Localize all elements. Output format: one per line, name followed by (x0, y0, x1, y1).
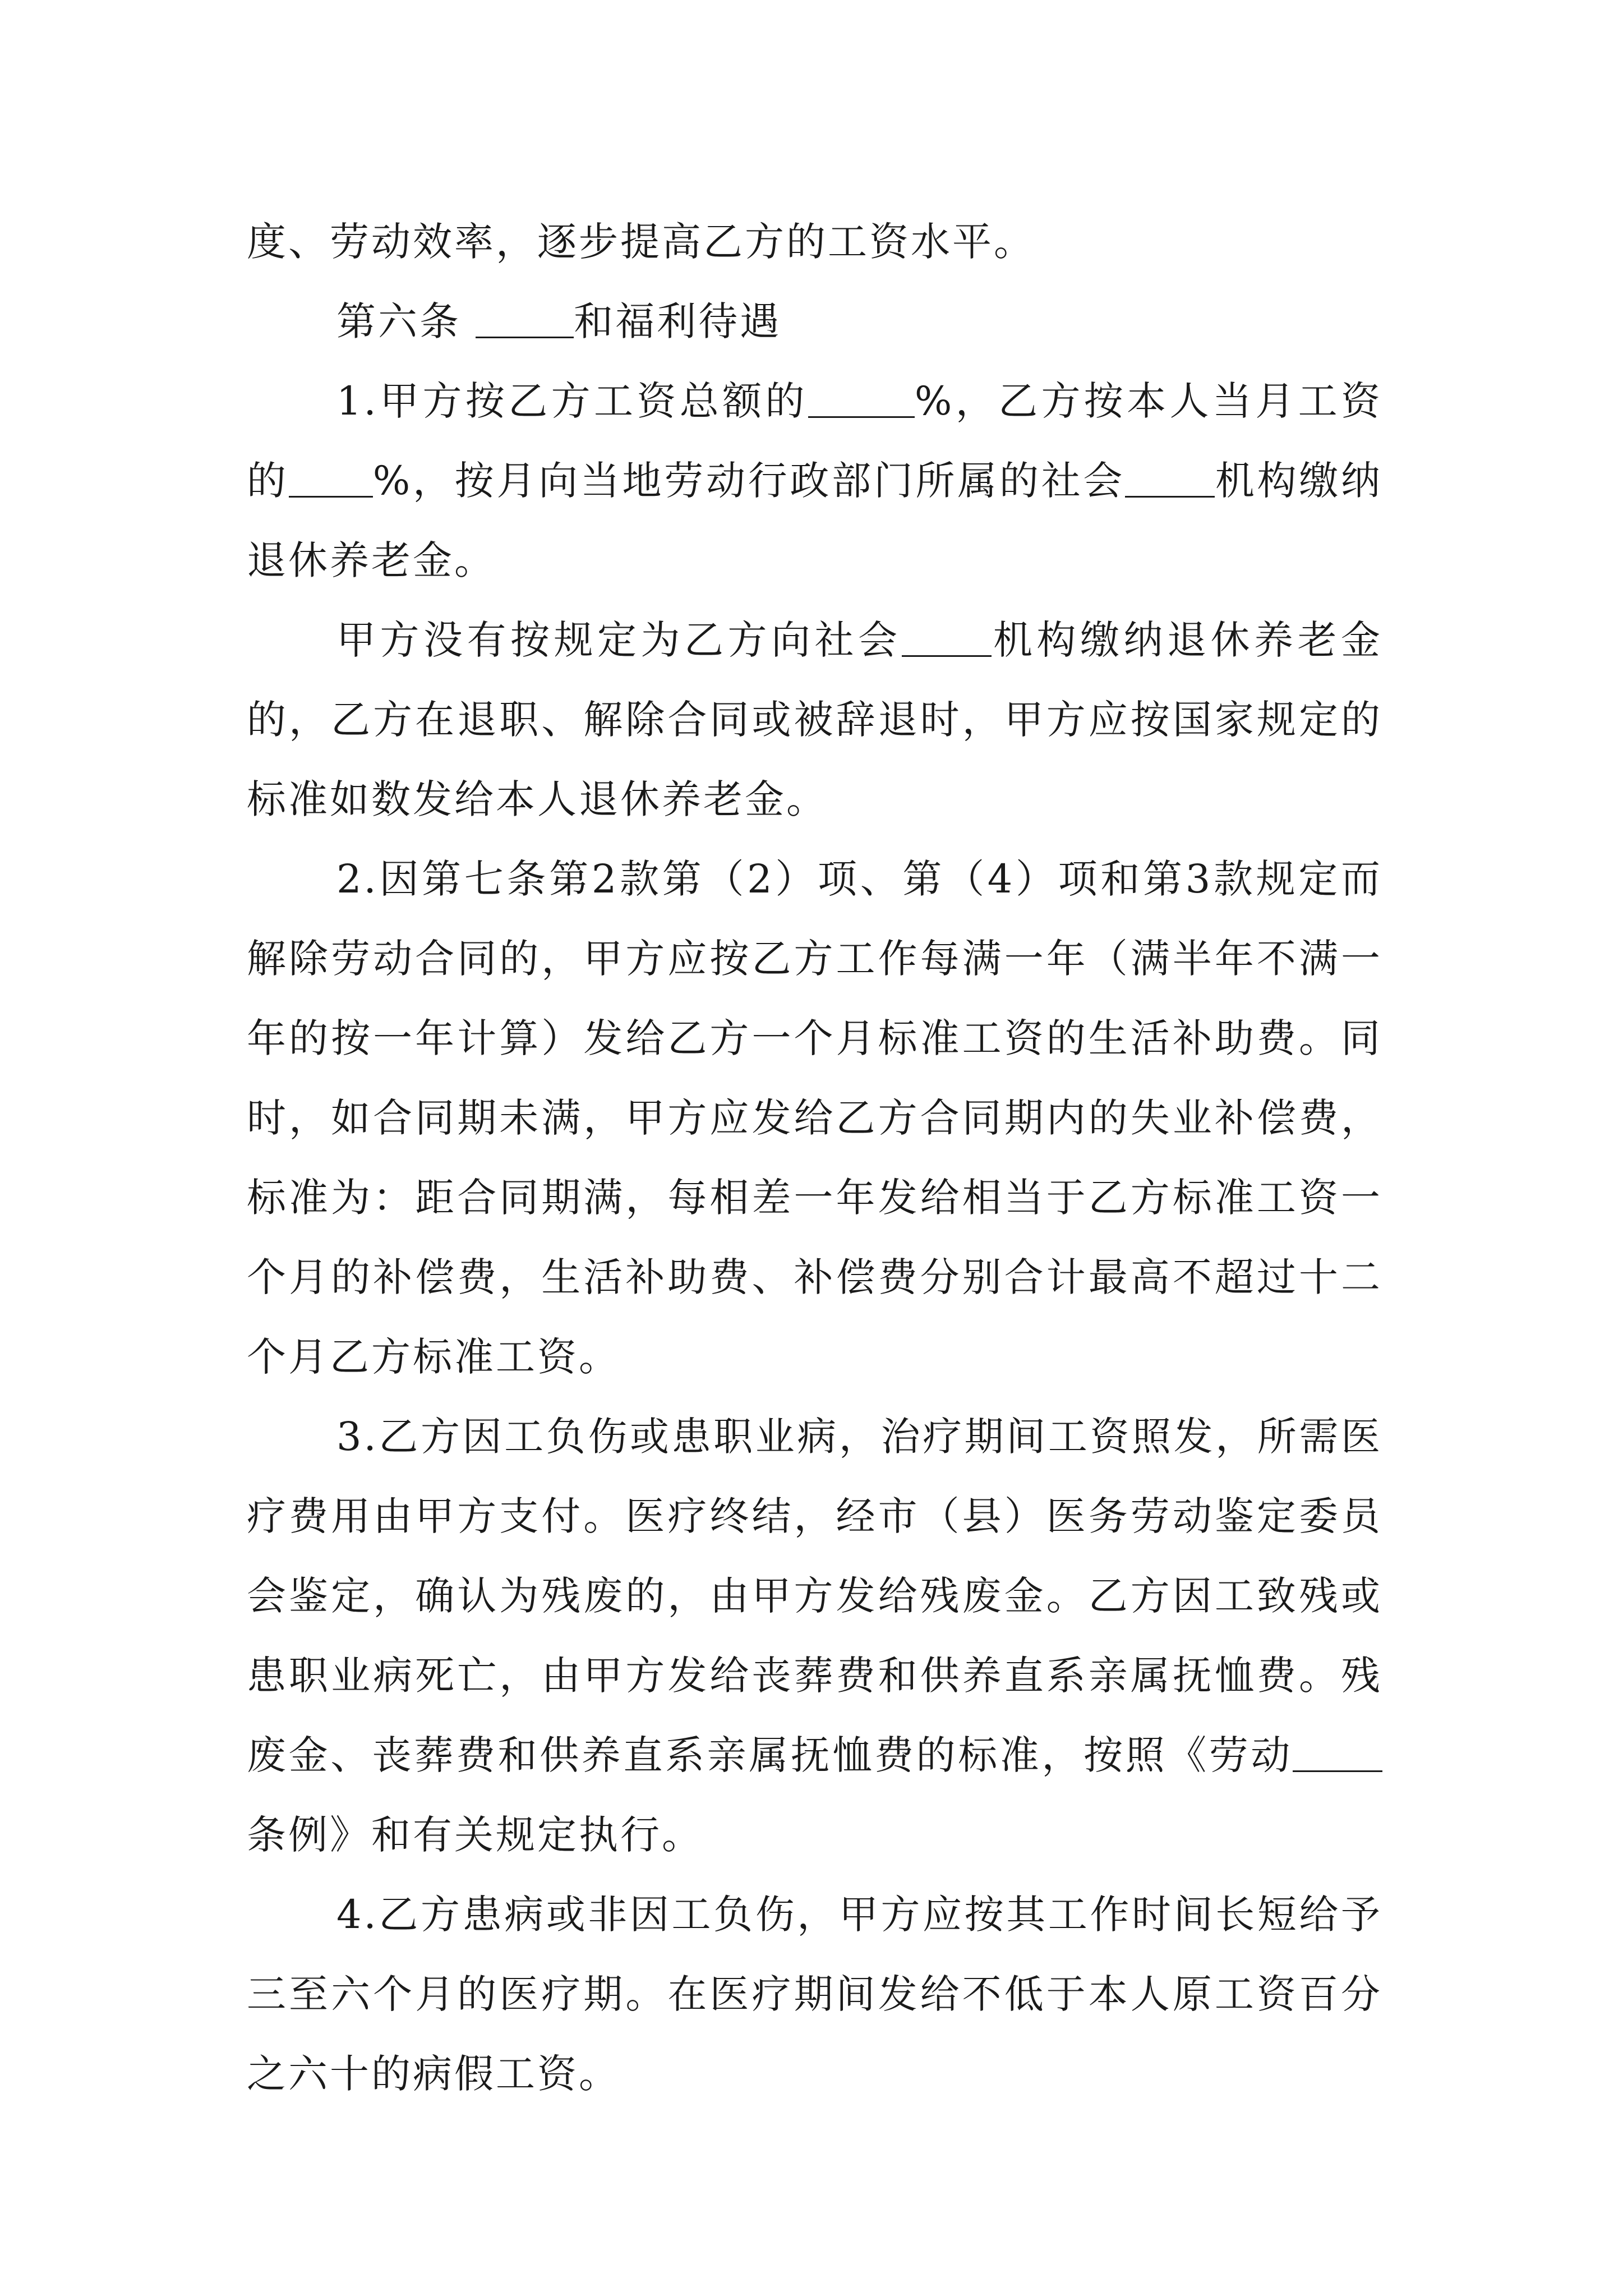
paragraph-item-3 (247, 1397, 1382, 1875)
item-1-2-text-b: 机构缴纳退休养老金的，乙方在退职、解除合同或被辞退时，甲方应按国家规定的标准如数发给本人退休养老金。 (247, 617, 1382, 822)
paragraph-item-2: 2.因第七条第2款第（2）项、第（4）项和第3款规定而解除劳动合同的，甲方应按乙方工作每满一年（满半年不满一年的按一年计算）发给乙方一个月标准工资的生活补助费。同时，如合同期未满，甲方应发给乙方合同期内的失业补偿费，标准为：距合同期满，每相差一年发给相当于乙方标准工资一个月的补偿费，生活补助费、补偿费分别合计最高不超过十二个月乙方标准工资。 (247, 856, 1382, 1380)
paragraph-continuation: 度、劳动效率，逐步提高乙方的工资水平。 (247, 219, 1035, 265)
article-6-prefix: 第六条 (336, 298, 461, 344)
item-1-text-c: %，按月向当地劳动行政部门所属的社会 (372, 458, 1126, 504)
blank-field[interactable] (902, 616, 992, 657)
document-body (247, 202, 1382, 2114)
blank-field[interactable] (1293, 1731, 1382, 1772)
item-3-text-a: 3.乙方因工负伤或患职业病，治疗期间工资照发，所需医疗费用由甲方支付。医疗终结，经市（县）医务劳动鉴定委员会鉴定，确认为残废的，由甲方发给残废金。乙方因工致残或患职业病死亡，由甲方发给丧葬费和供养直系亲属抚恤费。残废金、丧葬费和供养直系亲属抚恤费的标准，按照《劳动 (247, 1414, 1382, 1778)
item-3-text-b: 条例》和有关规定执行。 (247, 1812, 703, 1858)
blank-field[interactable] (476, 297, 574, 338)
paragraph-item-1-2 (247, 600, 1382, 839)
blank-field[interactable] (808, 377, 915, 418)
item-1-text-a: 1.甲方按乙方工资总额的 (336, 378, 808, 424)
paragraph-item-4: 4.乙方患病或非因工负伤，甲方应按其工作时间长短给予三至六个月的医疗期。在医疗期间发给不低于本人原工资百分之六十的病假工资。 (247, 1892, 1382, 2097)
item-1-text-b: %，乙方按本人当月工资的 (247, 378, 1383, 504)
paragraph-item-1 (247, 361, 1382, 600)
item-1-text-d: 机构缴纳退休养老金。 (247, 458, 1383, 583)
article-6-suffix: 和福利待遇 (574, 298, 782, 344)
blank-field[interactable] (289, 457, 373, 498)
item-1-2-text-a: 甲方没有按规定为乙方向社会 (336, 617, 902, 663)
blank-field[interactable] (1125, 457, 1215, 498)
article-6-heading (247, 282, 1382, 361)
